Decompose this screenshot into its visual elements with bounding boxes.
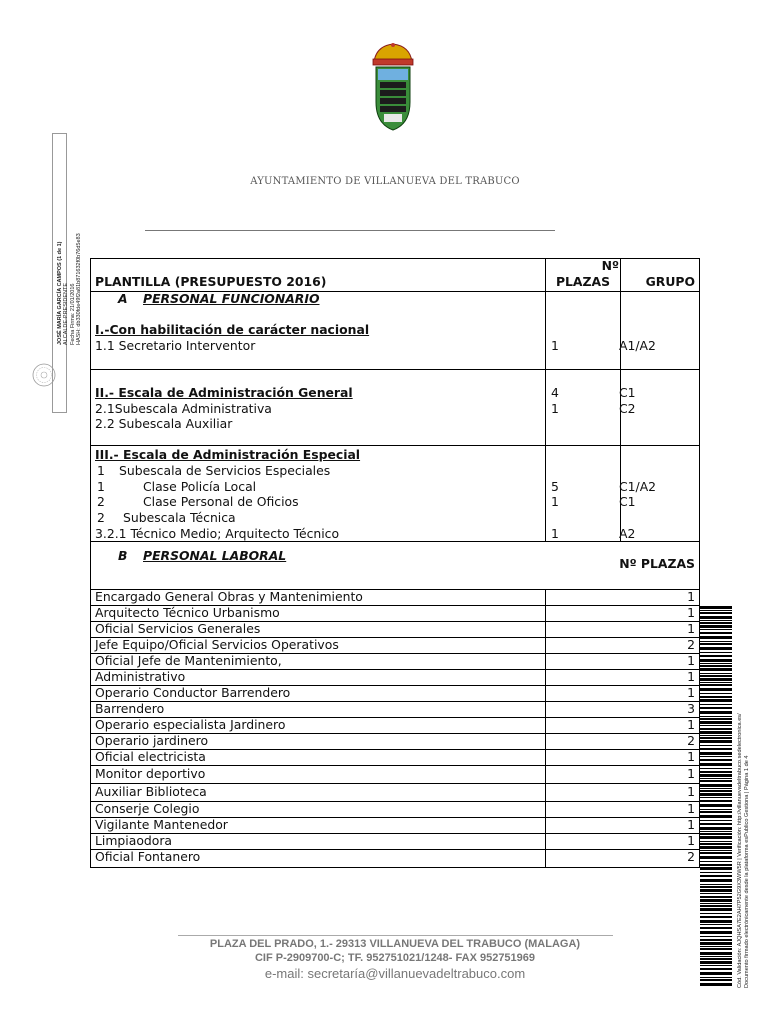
footer-contact: CIF P-2909700-C; TF. 952751021/1248- FAX 952751969: [254, 952, 536, 964]
block3-line1-label: Subescala de Servicios Especiales: [119, 463, 331, 478]
laboral-row-plazas: 1: [687, 801, 695, 816]
laboral-row-plazas: 1: [687, 833, 695, 848]
section-b-plazas-header: Nº PLAZAS: [619, 556, 695, 571]
laboral-row-plazas: 1: [687, 749, 695, 764]
signer-role: ALCALDE-PRESIDENTE: [63, 282, 70, 345]
laboral-row-plazas: 1: [687, 589, 695, 604]
section-b-title: PERSONAL LABORAL: [143, 548, 287, 563]
col-grupo-header: GRUPO: [645, 274, 695, 289]
laboral-row-label: Barrendero: [95, 701, 165, 716]
laboral-row-plazas: 1: [687, 784, 695, 799]
laboral-row-label: Oficial Jefe de Mantenimiento,: [95, 653, 282, 668]
block3-line2-num: 1: [97, 479, 105, 494]
block1-row-label: 1.1 Secretario Interventor: [95, 338, 256, 353]
laboral-row-label: Administrativo: [95, 669, 186, 684]
block3-line2-plazas: 5: [551, 479, 559, 494]
block3-line5-label: 3.2.1 Técnico Medio; Arquitecto Técnico: [95, 526, 340, 541]
laboral-row-plazas: 1: [687, 685, 695, 700]
laboral-row-label: Operario especialista Jardinero: [95, 717, 286, 732]
signature-block: [57, 233, 82, 345]
municipality-header: AYUNTAMIENTO DE VILLANUEVA DEL TRABUCO: [250, 176, 520, 187]
block3-line4-label: Subescala Técnica: [123, 510, 236, 525]
section-a-title: PERSONAL FUNCIONARIO: [143, 291, 320, 306]
block3-line3-label: Clase Personal de Oficios: [143, 494, 299, 509]
block3-line1-num: 1: [97, 463, 105, 478]
official-seal-icon: [31, 362, 57, 388]
laboral-row-plazas: 2: [687, 637, 695, 652]
laboral-row-label: Oficial electricista: [95, 749, 206, 764]
laboral-row-plazas: 2: [687, 849, 695, 864]
coat-of-arms-logo: [368, 42, 418, 132]
col-plazas-line1: Nº: [601, 258, 619, 273]
block2-row1-label: 2.1Subescala Administrativa: [95, 401, 272, 416]
laboral-row-label: Vigilante Mantenedor: [95, 817, 228, 832]
laboral-row-plazas: 2: [687, 733, 695, 748]
laboral-row-label: Oficial Servicios Generales: [95, 621, 261, 636]
header-divider: [145, 230, 555, 231]
laboral-row-label: Conserje Colegio: [95, 801, 200, 816]
block3-line3-num: 2: [97, 494, 105, 509]
block3-line2-grupo: C1/A2: [619, 479, 657, 494]
block3-line4-num: 2: [97, 510, 105, 525]
laboral-row-label: Oficial Fontanero: [95, 849, 201, 864]
block2-row1-grupo: C1: [619, 385, 636, 400]
laboral-row-label: Limpiaodora: [95, 833, 173, 848]
laboral-row-plazas: 1: [687, 766, 695, 781]
laboral-row-label: Operario Conductor Barrendero: [95, 685, 291, 700]
section-b-letter: B: [118, 548, 128, 563]
staffing-table: [90, 258, 700, 868]
laboral-row-label: Auxiliar Biblioteca: [95, 784, 207, 799]
block2-row1-plazas: 4: [551, 385, 559, 400]
verification-platform: Documento firmado electrónicamente desde la plataforma esPublico Gestiona | Página 1 de 4: [744, 755, 750, 988]
signature-date: Fecha Firma: 21/01/2016: [69, 283, 76, 345]
section-a-letter: A: [118, 291, 128, 306]
block3-line2-label: Clase Policía Local: [143, 479, 257, 494]
block3-line3-plazas: 1: [551, 494, 559, 509]
block1-row-grupo: A1/A2: [619, 338, 656, 353]
block1-heading: I.-Con habilitación de carácter nacional: [95, 322, 370, 337]
laboral-row-plazas: 1: [687, 605, 695, 620]
laboral-row-label: Operario jardinero: [95, 733, 209, 748]
laboral-row-plazas: 1: [687, 669, 695, 684]
footer-divider: [178, 935, 613, 936]
table-title: PLANTILLA (PRESUPUESTO 2016): [95, 274, 327, 289]
laboral-row-plazas: 1: [687, 717, 695, 732]
laboral-row-plazas: 1: [687, 653, 695, 668]
laboral-row-label: Monitor deportivo: [95, 766, 206, 781]
signature-hash: HASH: db330fde49f2a81b871632f0b76d5e83: [75, 233, 82, 345]
block3-line5-grupo: A2: [619, 526, 636, 541]
laboral-row-plazas: 1: [687, 621, 695, 636]
laboral-row-plazas: 1: [687, 817, 695, 832]
block2-row2-label: 2.2 Subescala Auxiliar: [95, 416, 233, 431]
block1-row-plazas: 1: [551, 338, 559, 353]
footer-address: PLAZA DEL PRADO, 1.- 29313 VILLANUEVA DEL TRABUCO (MALAGA): [209, 938, 581, 950]
verification-code: Cód. Validación: AJQHSA7E2AH7P52G9X3WW5R | Verificación: http://villanuevadeltrabuco.sedelectronica.es/: [737, 713, 743, 988]
laboral-row-plazas: 3: [687, 701, 695, 716]
signer-name: JOSÉ MARÍA GARCÍA CAMPOS (1 de 1): [57, 241, 63, 345]
barcode-icon: [700, 606, 732, 988]
laboral-row-label: Encargado General Obras y Mantenimiento: [95, 589, 363, 604]
laboral-row-label: Jefe Equipo/Oficial Servicios Operativos: [95, 637, 339, 652]
block3-line5-plazas: 1: [551, 526, 559, 541]
block2-row2-grupo: C2: [619, 401, 636, 416]
col-plazas-header: PLAZAS: [555, 274, 611, 289]
block2-row2-plazas: 1: [551, 401, 559, 416]
block3-heading: III.- Escala de Administración Especial: [95, 447, 361, 462]
laboral-row-label: Arquitecto Técnico Urbanismo: [95, 605, 280, 620]
block2-heading: II.- Escala de Administración General: [95, 385, 353, 400]
block3-line3-grupo: C1: [619, 494, 636, 509]
footer-email: e-mail: secretaría@villanuevadeltrabuco.com: [264, 966, 526, 981]
